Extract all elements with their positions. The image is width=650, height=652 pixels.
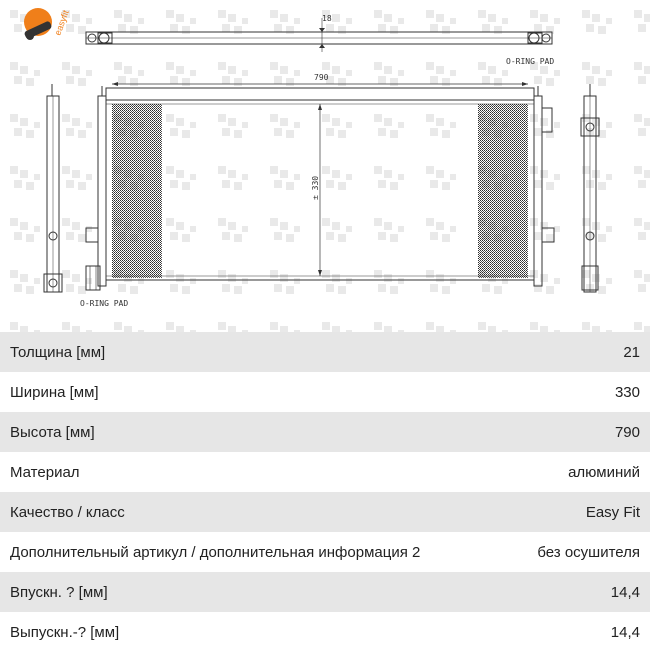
spec-label: Толщина [мм] xyxy=(10,343,106,361)
spec-value: 14,4 xyxy=(610,583,640,601)
spec-row-inlet xyxy=(0,572,650,612)
spec-label: Выпускн.-? [мм] xyxy=(10,623,120,641)
spec-row-material xyxy=(0,452,650,492)
spec-value: 790 xyxy=(614,423,640,441)
spec-label: Впускн. ? [мм] xyxy=(10,583,108,601)
spec-value: 330 xyxy=(614,383,640,401)
spec-value: 14,4 xyxy=(610,623,640,641)
spec-label: Высота [мм] xyxy=(10,423,95,441)
dim-height: ± 330 xyxy=(311,175,320,200)
dim-width: 790 xyxy=(314,73,329,82)
fin-block-left xyxy=(112,104,162,278)
dim-thickness: 18 xyxy=(322,14,332,23)
spec-label: Ширина [мм] xyxy=(10,383,99,401)
spec-row-height xyxy=(0,412,650,452)
fin-block-right xyxy=(478,104,528,278)
oring-label-bottom: O-RING PAD xyxy=(80,299,129,308)
oring-label-top: O-RING PAD xyxy=(506,57,555,66)
spec-row-outlet xyxy=(0,612,650,652)
spec-label: Дополнительный артикул / дополнительная информация 2 xyxy=(10,543,421,561)
logo-text: easyfit xyxy=(52,8,71,37)
spec-value: без осушителя xyxy=(537,543,640,561)
spec-value: Easy Fit xyxy=(585,503,640,521)
spec-label: Качество / класс xyxy=(10,503,125,521)
spec-row-thickness xyxy=(0,332,650,372)
spec-row-width xyxy=(0,372,650,412)
spec-row-quality xyxy=(0,492,650,532)
specs-table xyxy=(0,332,650,652)
spec-label: Материал xyxy=(10,463,80,481)
spec-value: 21 xyxy=(623,343,640,361)
right-side-view xyxy=(581,84,599,292)
spec-row-additional-info xyxy=(0,532,650,572)
spec-value: алюминий xyxy=(568,463,640,481)
left-side-view xyxy=(44,84,62,292)
